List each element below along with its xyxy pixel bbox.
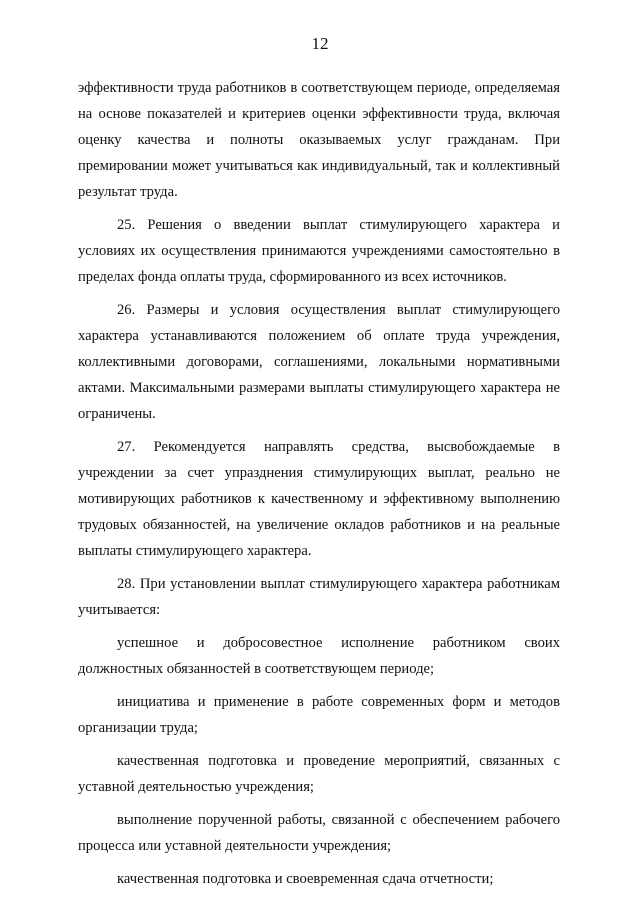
list-item-criterion: качественная подготовка и проведение мероприятий, связанных с уставной деятельностью учреждения; [78, 753, 560, 795]
paragraph-27: 27. Рекомендуется направлять средства, высвобождаемые в учреждении за счет упразднения стимулирующих выплат, реально не мотивирующих работников к качественному и эффективному выполнению трудовых обязанностей, на увеличение окладов работников и на реальные выплаты стимулирующего характера. [78, 439, 560, 559]
list-item-criterion: инициатива и применение в работе современных форм и методов организации труда; [78, 694, 560, 736]
document-body [78, 75, 560, 899]
paragraph-26: 26. Размеры и условия осуществления выплат стимулирующего характера устанавливаются положением об оплате труда учреждения, коллективными договорами, соглашениями, локальными нормативными актами. Максимальными размерами выплаты стимулирующего характера не ограничены. [78, 302, 560, 422]
list-item-criterion: выполнение порученной работы, связанной с обеспечением рабочего процесса или уставной деятельности учреждения; [78, 812, 560, 854]
paragraph-25: 25. Решения о введении выплат стимулирующего характера и условиях их осуществления принимаются учреждениями самостоятельно в пределах фонда оплаты труда, сформированного из всех источников. [78, 217, 560, 285]
list-item-criterion: успешное и добросовестное исполнение работником своих должностных обязанностей в соответствующем периоде; [78, 635, 560, 677]
page-number: 12 [311, 34, 329, 53]
list-item-criterion: качественная подготовка и своевременная сдача отчетности; [117, 871, 494, 887]
paragraph-continuation: эффективности труда работников в соответствующем периоде, определяемая на основе показателей и критериев оценки эффективности труда, включая оценку качества и полноты оказываемых услуг гражданам. При премировании может учитываться как индивидуальный, так и коллективный результат труда. [78, 80, 560, 200]
paragraph-28: 28. При установлении выплат стимулирующего характера работникам учитывается: [78, 576, 560, 618]
